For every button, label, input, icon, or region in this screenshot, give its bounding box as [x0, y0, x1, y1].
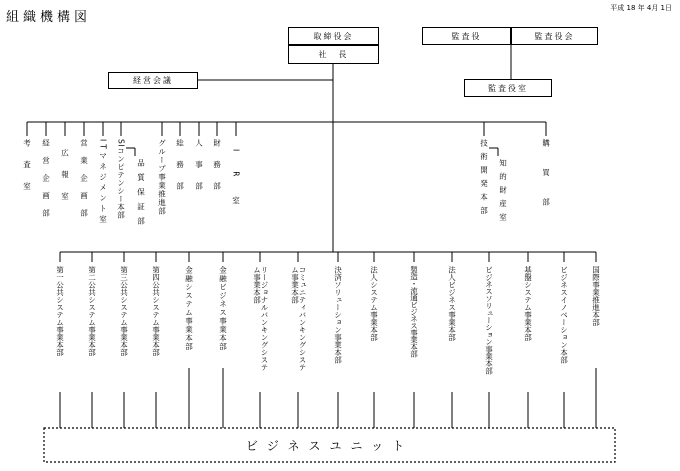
- business-unit-10: 製造・流通ビジネス事業本部: [409, 266, 419, 357]
- right-dept-1: 知的財産室: [498, 159, 508, 227]
- business-unit-12: ビジネスソリューション事業本部: [484, 266, 494, 375]
- business-unit-0: 第一公共システム事業本部: [55, 266, 65, 356]
- audit-office-box: [464, 79, 552, 97]
- staff-dept-0: 考査室: [22, 139, 32, 204]
- business-unit-14: ビジネスイノベーション本部: [559, 266, 569, 364]
- staff-dept-1: 経営企画部: [41, 139, 51, 227]
- business-unit-group: [44, 428, 615, 462]
- business-unit-6: リージョナルバンキングシステム事業本部: [252, 266, 269, 371]
- business-unit-2: 第三公共システム事業本部: [119, 266, 129, 356]
- date-label: 平成 18 年 4月 1日: [610, 4, 672, 12]
- business-unit-11: 法人ビジネス事業本部: [447, 266, 457, 341]
- board-of-directors-box: [288, 27, 379, 45]
- board-of-directors-label: 取締役会: [313, 31, 354, 41]
- business-unit-8: 決済ソリューション事業本部: [333, 266, 343, 364]
- staff-dept-5: SIコンピテンシー本部: [116, 139, 126, 219]
- auditors-label: 監査役: [451, 31, 482, 41]
- business-unit-7: コミュニティバンキングシステム事業本部: [290, 266, 307, 371]
- staff-dept-8: 総務部: [175, 139, 185, 204]
- management-council-label: 経営会議: [133, 76, 173, 85]
- staff-dept-6: 品質保証部: [136, 159, 146, 232]
- staff-dept-3: 営業企画部: [79, 139, 89, 227]
- business-unit-9: 法人システム事業本部: [369, 266, 379, 341]
- staff-dept-10: 財務部: [212, 139, 222, 204]
- right-dept-2: 購買部: [541, 139, 551, 228]
- business-unit-13: 基盤システム事業本部: [523, 266, 533, 341]
- business-unit-group-label: ビジネスユニット: [245, 438, 414, 453]
- staff-dept-11: IR室: [231, 149, 241, 224]
- right-dept-0: 技術開発本部: [479, 139, 489, 220]
- staff-dept-2: 広報室: [60, 149, 70, 214]
- audit-office-label: 監査役室: [488, 83, 528, 93]
- management-council-box: [108, 72, 198, 89]
- president-label: 社 長: [318, 50, 349, 59]
- audit-board-label: 監査役会: [534, 31, 575, 41]
- staff-dept-9: 人事部: [194, 139, 204, 204]
- business-unit-1: 第二公共システム事業本部: [87, 266, 97, 356]
- staff-dept-4: ITマネジメント室: [98, 139, 108, 226]
- audit-board-box: [511, 27, 598, 45]
- auditors-box: [422, 27, 511, 45]
- page-title: 組織機構図: [6, 10, 92, 25]
- business-unit-5: 金融ビジネス事業本部: [218, 266, 228, 351]
- business-unit-4: 金融システム事業本部: [184, 266, 194, 351]
- business-unit-15: 国際事業推進本部: [591, 266, 601, 326]
- business-unit-3: 第四公共システム事業本部: [151, 266, 161, 356]
- staff-dept-7: グループ事業推進部: [157, 139, 167, 216]
- president-box: [288, 45, 379, 64]
